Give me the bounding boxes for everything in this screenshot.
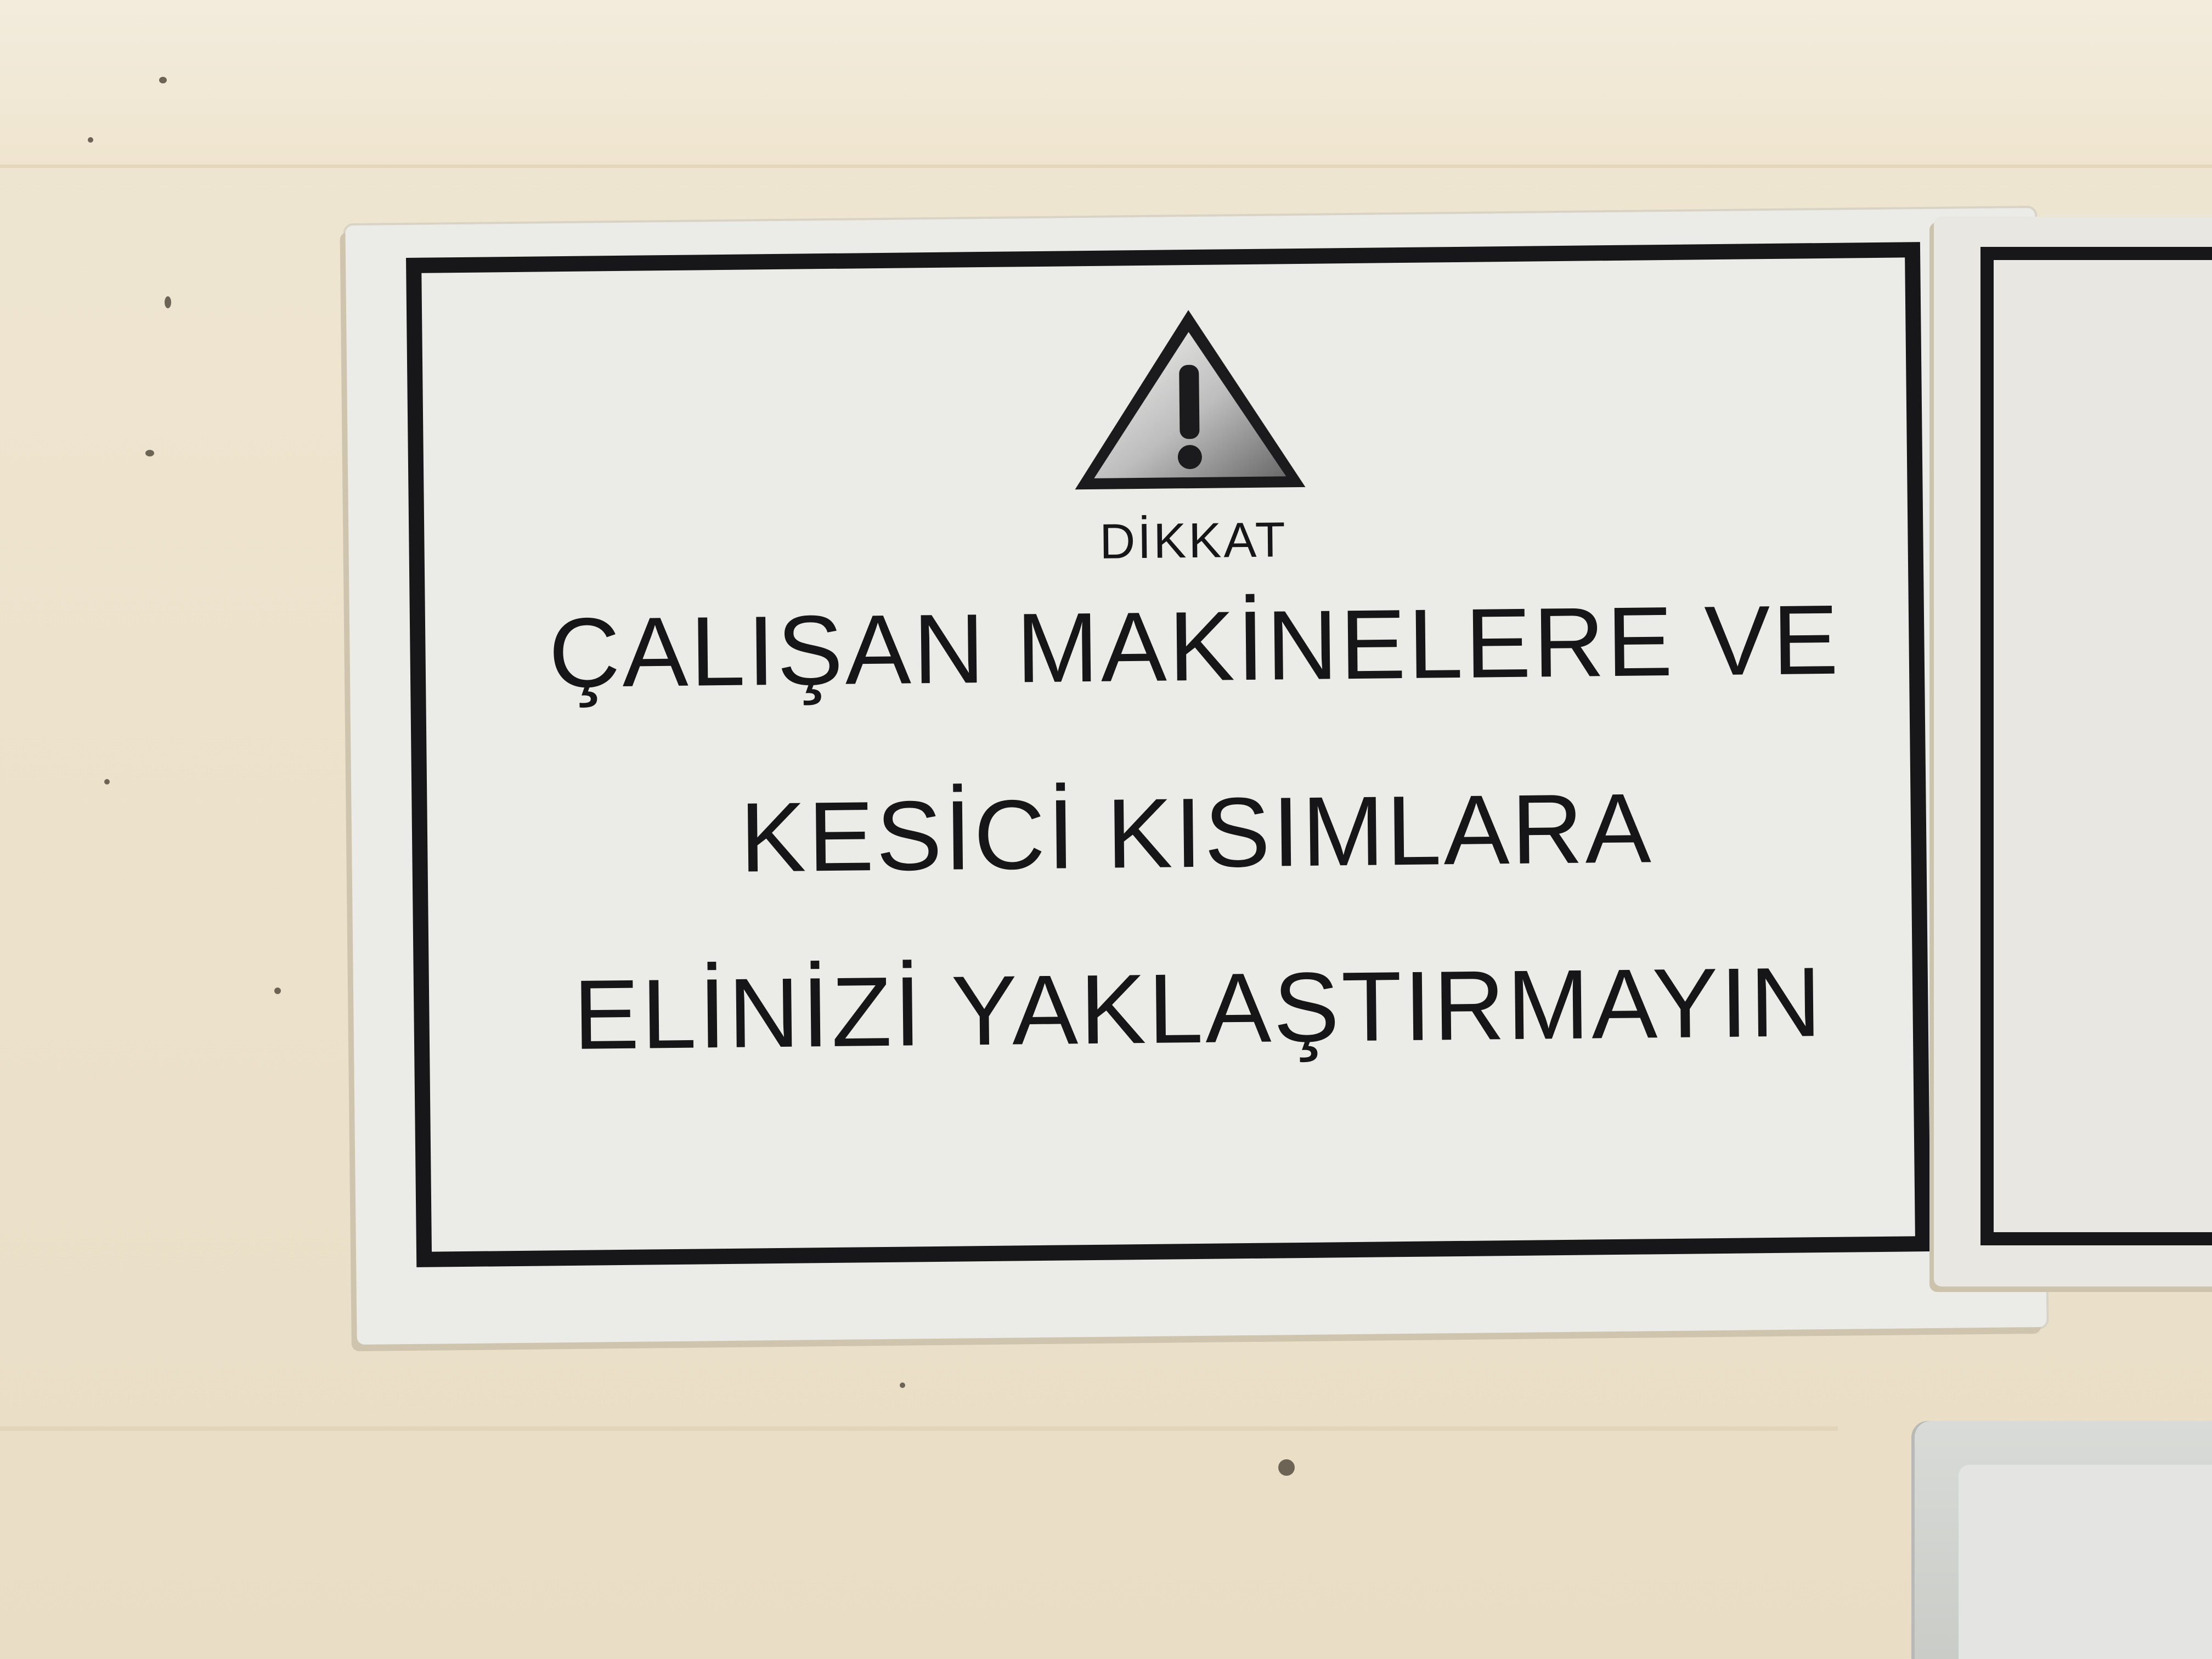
wall-speck — [900, 1383, 905, 1388]
wall-speck — [165, 296, 171, 308]
warning-triangle-icon — [1062, 298, 1317, 498]
sign-line-1: ÇALIŞAN MAKİNELERE VE — [548, 584, 1841, 709]
sign-line-3: ELİNİZİ YAKLAŞTIRMAYIN — [573, 947, 1824, 1070]
wall-speck — [274, 988, 281, 994]
adjacent-sign — [1934, 217, 2212, 1286]
warning-sign — [345, 208, 2046, 1345]
adjacent-sign-border — [1980, 247, 2212, 1245]
wall-speck — [104, 779, 110, 785]
sign-line-2: KESİCİ KISIMLARA — [739, 773, 1654, 893]
wall-top-band — [0, 0, 2212, 168]
metal-fixture-face — [1959, 1465, 2212, 1659]
metal-fixture — [1915, 1421, 2212, 1659]
wall-speck — [159, 77, 167, 83]
wall-speck — [145, 450, 154, 456]
sign-title: DİKKAT — [1099, 512, 1288, 569]
wall-speck — [1278, 1459, 1295, 1476]
wall-seam — [0, 1426, 1838, 1431]
wall-speck — [88, 137, 93, 143]
